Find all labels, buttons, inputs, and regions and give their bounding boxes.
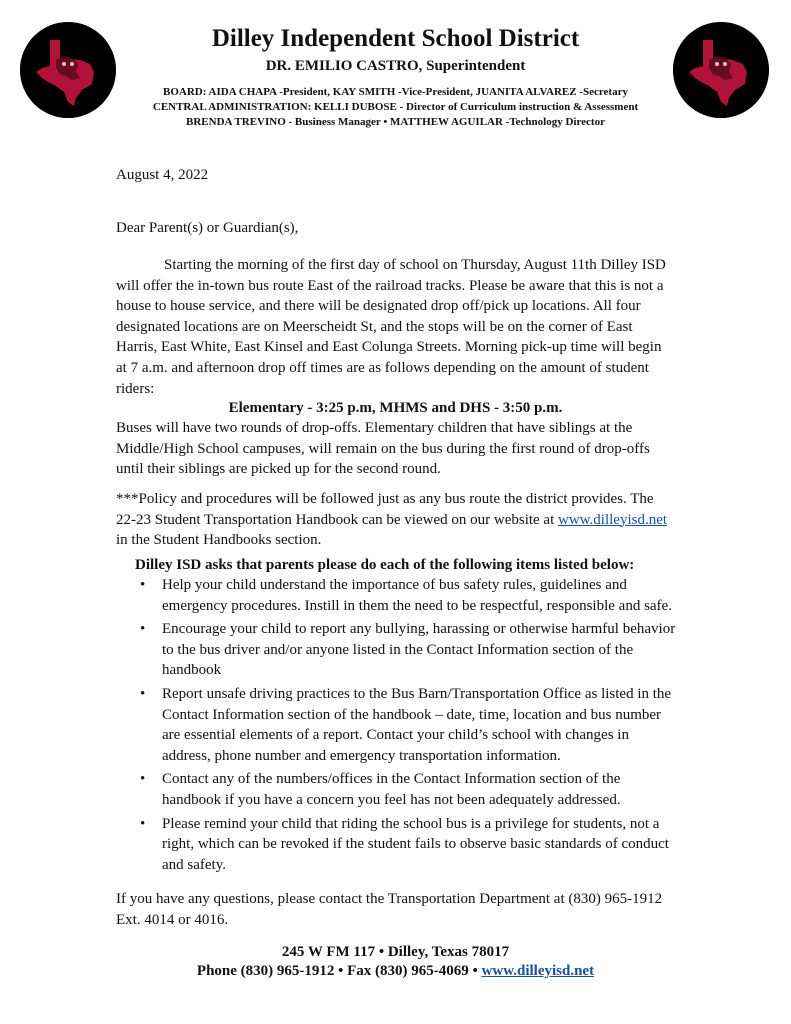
bullet-icon: • <box>140 815 146 832</box>
footer-contact <box>0 962 791 980</box>
list-item: • Contact any of the numbers/offices in the Contact Information section of the handbook if you have a concern you feel has not been adequately addressed. <box>140 771 621 808</box>
policy-paragraph <box>116 489 676 551</box>
policy-text-end: in the Student Handbooks section. <box>116 532 322 549</box>
policy-text-start: ***Policy and procedures will be followed just as any bus route the district provides. The 22-23 Student Transportation Handbook can be viewed on our website at <box>116 491 654 528</box>
list-item: • Encourage your child to report any bullying, harassing or otherwise harmful behavior to the bus driver and/or anyone listed in the Contact Information section of the handbook <box>140 621 676 679</box>
central-admin-line: CENTRAL ADMINISTRATION: KELLI DUBOSE - Director of Curriculum instruction & Assessment <box>152 101 639 113</box>
bullet-icon: • <box>140 621 146 638</box>
list-item: • Help your child understand the importance of bus safety rules, guidelines and emergency procedures. Instill in them the need to be respectful, responsible and safe. <box>140 577 672 614</box>
bullet-icon: • <box>140 577 146 593</box>
footer-website-link[interactable]: www.dilleyisd.net <box>481 963 595 979</box>
list-item: • Report unsafe driving practices to the Bus Barn/Transportation Office as listed in the Contact Information section of the handbook – date, time, location and bus number are essential elements of a report. Contact your child’s school with changes in address, phone number and emergency transportation information. <box>140 685 672 764</box>
managers-line: BRENDA TREVINO - Business Manager • MATTHEW AGUILAR -Technology Director <box>186 116 605 128</box>
bullet-icon: • <box>140 771 146 788</box>
closing-paragraph: If you have any questions, please contact the Transportation Department at (830) 965-1912 Ext. 4014 or 4016. <box>116 891 663 928</box>
dropoff-times: Elementary - 3:25 p.m, MHMS and DHS - 3:50 p.m. <box>228 400 563 416</box>
parent-requests-list <box>116 575 676 878</box>
website-link[interactable]: www.dilleyisd.net <box>558 511 668 528</box>
letter-date: August 4, 2022 <box>116 167 209 183</box>
bullet-icon: • <box>140 685 146 702</box>
dropoff-rounds-paragraph: Buses will have two rounds of drop-offs. Elementary children that have siblings at the Middle/High School campuses, will remain on the bus during the first round of drop-offs until their siblings are picked up for the second round. <box>116 420 650 478</box>
board-line: BOARD: AIDA CHAPA -President, KAY SMITH -Vice-President, JUANITA ALVAREZ -Secretary <box>163 86 628 98</box>
administration-block <box>0 85 791 130</box>
letter-greeting: Dear Parent(s) or Guardian(s), <box>116 220 299 236</box>
list-item: • Please remind your child that riding the school bus is a privilege for students, not a right, which can be revoked if the student fails to observe basic standards of conduct and safety. <box>140 815 669 873</box>
superintendent-line: DR. EMILIO CASTRO, Superintendent <box>265 58 526 74</box>
district-title: Dilley Independent School District <box>211 25 580 52</box>
footer-address: 245 W FM 117 • Dilley, Texas 78017 <box>281 944 510 960</box>
route-paragraph: Starting the morning of the first day of school on Thursday, August 11th Dilley ISD will offer the in-town bus route East of the railroad tracks. Please be aware that this is not a house to house service, and there will be designated drop off/pick up locations. All four designated locations are on Meerscheidt St, and the stops will be on the corner of East Harris, East White, East Kinsel and East Colunga Streets. Morning pick-up time will begin at 7 a.m. and afternoon drop off times are as follows depending on the amount of student riders: <box>116 257 666 397</box>
footer-phone-fax: Phone (830) 965-1912 • Fax (830) 965-4069 • <box>196 963 482 979</box>
asks-heading: Dilley ISD asks that parents please do each of the following items listed below: <box>135 557 635 573</box>
